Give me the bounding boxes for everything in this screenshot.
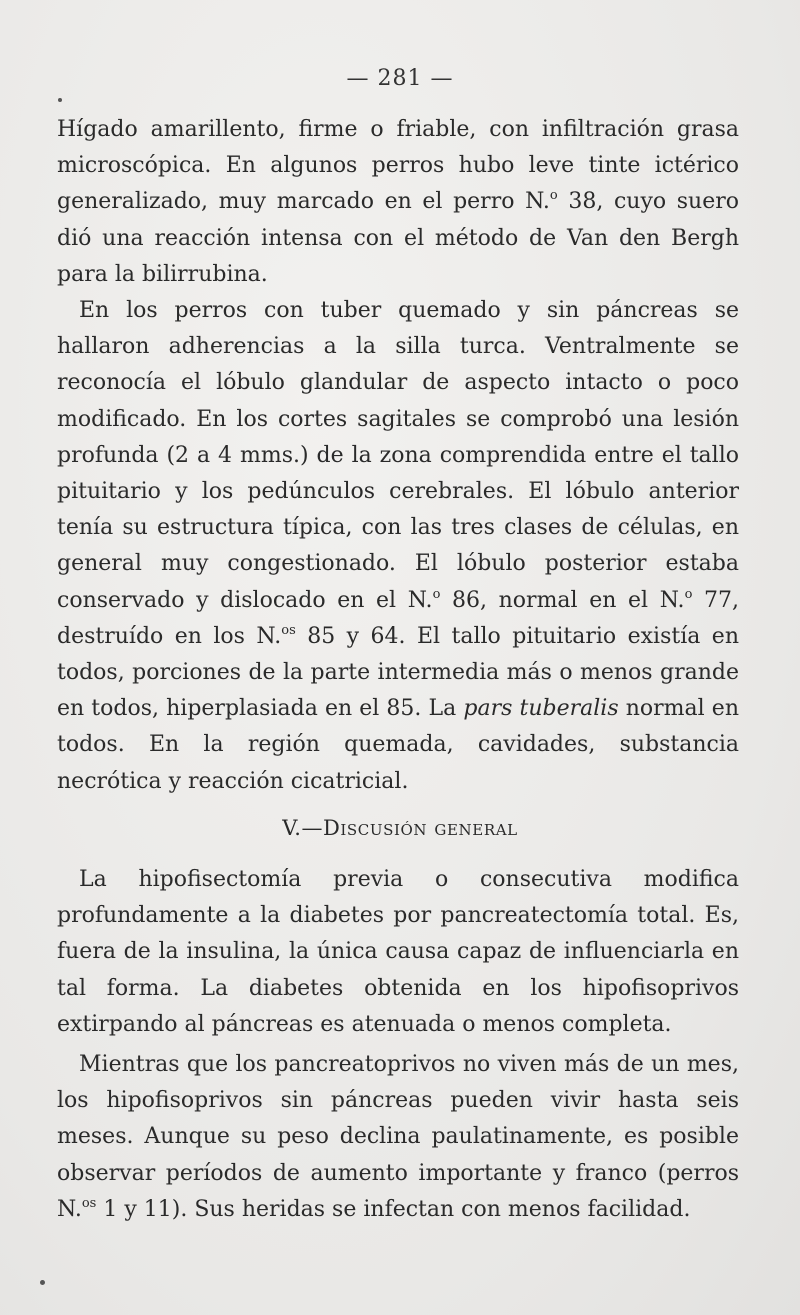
text-run: 1 y 11). Sus heridas se infectan con menos facilidad. — [96, 1196, 691, 1222]
paragraph — [57, 862, 739, 1043]
superscript: o — [684, 586, 693, 602]
italic-term: pars tuberalis — [463, 696, 619, 722]
text-run: La hipofisectomía previa o consecutiva modifica profundamente a la diabetes por pancreatectomía total. Es, fuera de la insulina, la única causa capaz de influenciarla en tal forma. La diabetes obtenida en los hipofisoprivos extirpando al páncreas es atenuada o menos completa. — [57, 867, 739, 1037]
section-title: Discusión general — [322, 816, 518, 840]
text-run: 77, destruído en los N. — [57, 587, 740, 649]
section-heading — [0, 816, 800, 840]
text-run: 85 y 64. El tallo pituitario existía en todos, porciones de la parte intermedia más o menos grande en todos, hiperplasiada en el 85. La — [57, 623, 740, 722]
paragraph — [57, 293, 739, 800]
superscript: o — [432, 586, 441, 602]
superscript: os — [281, 622, 296, 638]
paragraph — [57, 1047, 739, 1228]
section-numeral: V.— — [282, 816, 323, 840]
print-speck — [40, 1280, 45, 1285]
text-run: Mientras que los pancreatoprivos no viven más de un mes, los hipofisoprivos sin páncreas pueden vivir hasta seis meses. Aunque su peso declina paulatinamente, es posible observar períodos de aumento importante y franco (perros N. — [57, 1052, 739, 1222]
body-text-bottom — [57, 862, 739, 1228]
text-run: En los perros con tuber quemado y sin páncreas se hallaron adherencias a la silla turca. Ventralmente se reconocía el lóbulo glandular de aspecto intacto o poco modificado. En los cortes sagitales se comprobó una lesión profunda (2 a 4 mms.) de la zona comprendida entre el tallo pituitario y los pedúnculos cerebrales. El lóbulo anterior tenía su estructura típica, con las tres clases de células, en general muy congestionado. El lóbulo posterior estaba conservado y dislocado en el N. — [57, 298, 739, 613]
text-run: 38, cuyo suero dió una reacción intensa con el método de Van den Bergh para la bilirrubina. — [57, 189, 739, 287]
superscript: os — [81, 1195, 97, 1211]
text-run: Hígado amarillento, firme o friable, con infiltración grasa microscópica. En algunos perros hubo leve tinte ictérico generalizado, muy marcado en el perro N. — [57, 117, 739, 215]
superscript: o — [549, 188, 558, 204]
body-text-top — [57, 112, 739, 800]
text-run: 86, normal en el N. — [440, 587, 685, 613]
text-run: normal en todos. En la región quemada, cavidades, substancia necrótica y reacción cicatricial. — [57, 696, 739, 794]
page-number: — 281 — — [346, 66, 454, 91]
print-speck — [58, 98, 62, 102]
paragraph — [57, 112, 739, 293]
